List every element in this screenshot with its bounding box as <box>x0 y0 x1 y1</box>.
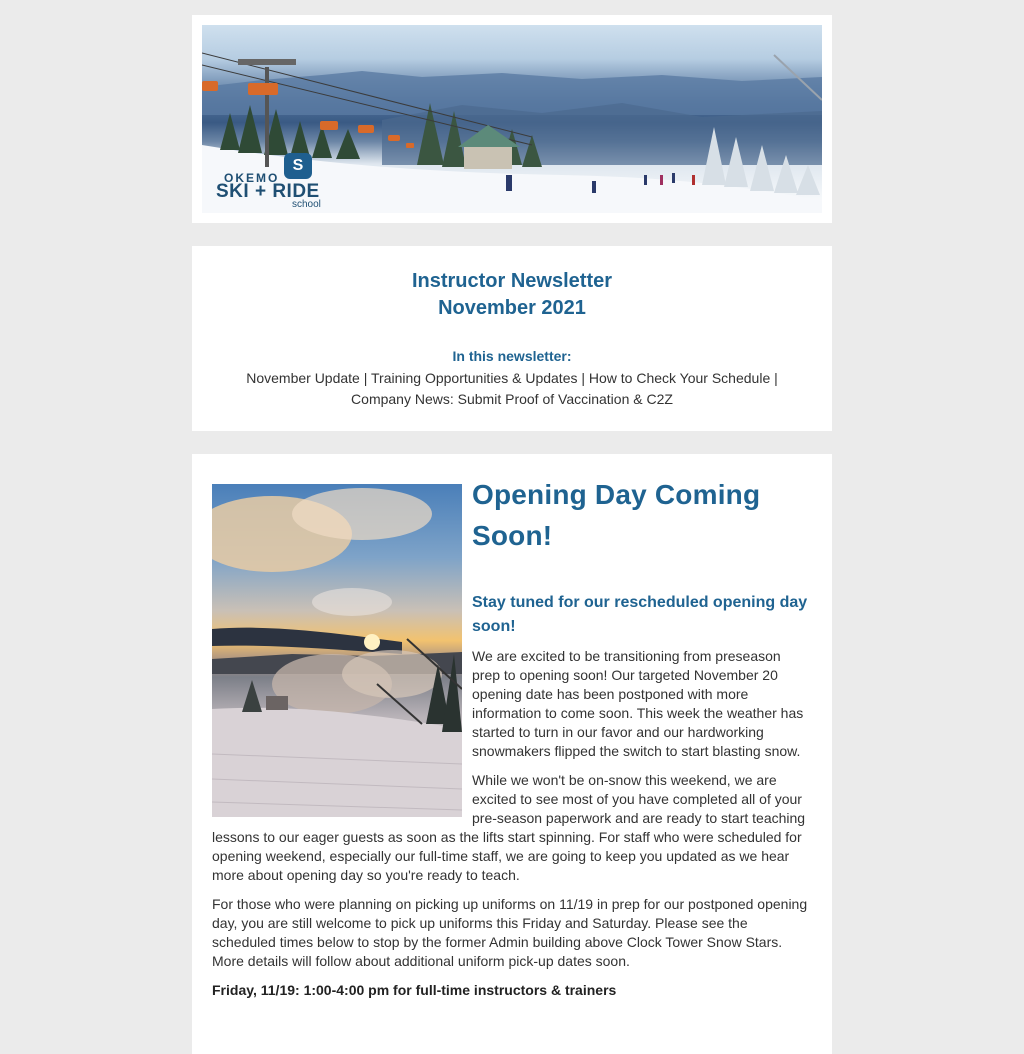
article-paragraph-2: While we won't be on-snow this weekend, we are excited to see most of you have completed all of your pre-season paperwork and are ready to start teaching lessons to our eager guests as soon as the lifts start spinning. For staff who were scheduled for opening weekend, especially our full-time staff, we are going to keep you updated as we hear more about opening day so you're ready to teach. <box>212 772 806 883</box>
hero-banner-image <box>202 25 822 213</box>
toc-heading: In this newsletter: <box>452 348 572 364</box>
sunrise-scene-illustration <box>212 484 462 817</box>
article-paragraph-1: We are excited to be transitioning from preseason prep to opening soon! Our targeted November 20 opening date has been postponed with more information to come soon. This week the weather has started to turn in our favor and our hardworking snowmakers flipped the switch to start blasting snow. <box>472 648 804 759</box>
article-subtitle: Stay tuned for our rescheduled opening day soon! <box>472 594 808 635</box>
logo-okemo-text: OKEMO <box>224 171 280 185</box>
sunrise-snowmaking-photo <box>212 484 462 817</box>
newsletter-header-card <box>192 246 832 431</box>
okemo-logo-mark-icon: S <box>284 153 312 179</box>
article-card <box>192 454 832 1054</box>
article-paragraph-3: For those who were planning on picking up uniforms on 11/19 in prep for our postponed opening day, you are still welcome to pick up uniforms this Friday and Saturday. Please see the scheduled times below to stop by the former Admin building above Clock Tower Snow Stars. More details will follow about additional uniform pick-up dates soon. <box>212 896 808 969</box>
logo-school-text: school <box>292 199 321 210</box>
newsletter-title: Instructor Newsletter <box>411 270 613 292</box>
article-body <box>212 479 812 1000</box>
uniform-pickup-schedule-line: Friday, 11/19: 1:00-4:00 pm for full-time instructors & trainers <box>212 982 617 998</box>
toc-links: November Update | Training Opportunities & Updates | How to Check Your Schedule | Company News: Submit Proof of Vaccination & C2Z <box>246 370 778 407</box>
logo-ski-ride-text: SKI + RIDE <box>216 181 320 202</box>
article-title: Opening Day Coming Soon! <box>472 479 761 551</box>
newsletter-date: November 2021 <box>438 297 586 319</box>
hero-banner-card <box>192 15 832 223</box>
